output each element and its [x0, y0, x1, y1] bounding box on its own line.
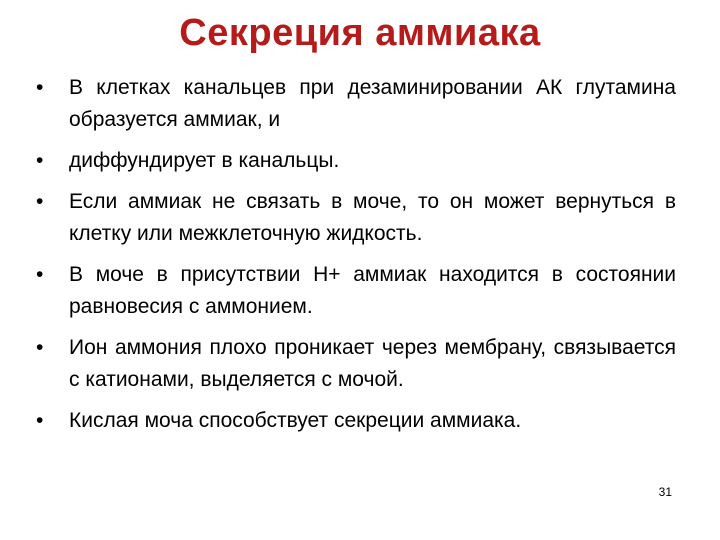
bullet-list	[36, 72, 676, 446]
page-number: 31	[658, 485, 672, 499]
bullet-text: Ион аммония плохо проникает через мембрану, связывается с катионами, выделяется с мочой.	[69, 336, 676, 391]
bullet-item	[36, 72, 676, 136]
bullet-marker: •	[36, 190, 44, 213]
bullet-text: Кислая моча способствует секреции аммиака.	[69, 409, 522, 432]
bullet-marker: •	[36, 149, 44, 172]
bullet-text: В моче в присутствии Н+ аммиак находится в состоянии равновесия с аммонием.	[69, 263, 676, 318]
bullet-item	[36, 186, 676, 250]
slide-title: Секреция аммиака	[179, 12, 541, 54]
bullet-item	[36, 332, 676, 396]
bullet-marker: •	[36, 409, 44, 432]
bullet-marker: •	[36, 336, 44, 359]
bullet-text: В клетках канальцев при дезаминировании АК глутамина образуется аммиак, и	[69, 76, 676, 131]
bullet-item	[36, 405, 676, 437]
bullet-marker: •	[36, 263, 44, 286]
bullet-marker: •	[36, 76, 44, 99]
bullet-text: Если аммиак не связать в моче, то он может вернуться в клетку или межклеточную жидкость.	[69, 190, 676, 245]
bullet-text: диффундирует в канальцы.	[69, 149, 340, 172]
bullet-item	[36, 145, 676, 177]
bullet-item	[36, 259, 676, 323]
